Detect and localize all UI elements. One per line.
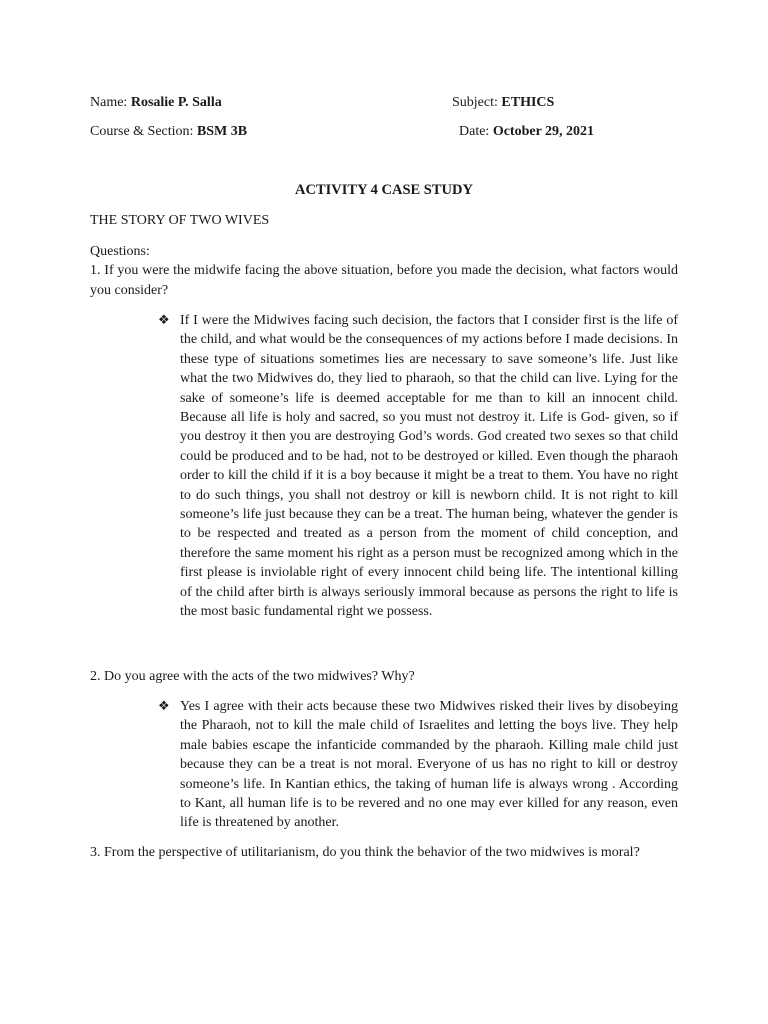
- answer-1-text: If I were the Midwives facing such decision, the factors that I consider first is the life of the child, and what would be the consequences of my actions before I made decisions. In these type of situations sometimes lies are necessary to save someone’s life. Just like what the two Midwives do, they lied to pharaoh, so that the child can live. Lying for the sake of someone’s life is deemed acceptable for me than to kill an innocent child. Because all life is holy and sacred, so you must not destroy it. Life is God- given, so if you destroy it then you are destroying God’s words. God created two sexes so that child could be produced and to be had, not to be destroyed or killed. Even though the pharaoh order to kill the child if it is a boy because it might be a treat to them. You have no right to do such things, you shall not destroy or kill is newborn child. It is not right to kill someone’s life just because they can be a treat. The human being, whatever the gender is to be respected and treated as a person from the moment of child conception, and therefore the same moment his right as a person must be recognized among which in the first please is inviolable right of every innocent child being life. The intentional killing of the child after birth is always seriously immoral because as persons the right to life is the most basic fundamental right we possess.: [180, 313, 679, 620]
- date-line: [459, 123, 594, 141]
- name-line: [90, 94, 222, 112]
- answer-2: [158, 697, 678, 833]
- answer-1: [158, 311, 679, 622]
- questions-block: [90, 242, 678, 300]
- name-value: Rosalie P. Salla: [130, 95, 222, 110]
- date-value: October 29, 2021: [492, 124, 595, 139]
- course-line: [90, 123, 247, 141]
- question-2: 2. Do you agree with the acts of the two midwives? Why?: [90, 669, 415, 684]
- story-title: THE STORY OF TWO WIVES: [90, 213, 270, 228]
- diamond-bullet-icon: ❖: [158, 699, 170, 714]
- course-value: BSM 3B: [196, 124, 248, 139]
- subject-value: ETHICS: [501, 95, 555, 110]
- diamond-bullet-icon: ❖: [158, 313, 170, 328]
- name-label: Name:: [90, 95, 128, 110]
- course-label: Course & Section:: [90, 124, 194, 139]
- page-title: ACTIVITY 4 CASE STUDY: [295, 182, 473, 198]
- question-3: 3. From the perspective of utilitarianism, do you think the behavior of the two midwives is moral?: [90, 845, 640, 860]
- question-1: 1. If you were the midwife facing the above situation, before you made the decision, what factors would you consider?: [90, 263, 678, 298]
- answer-2-text: Yes I agree with their acts because these two Midwives risked their lives by disobeying the Pharaoh, not to kill the male child of Israelites and letting the boys live. They help male babies escape the infanticide commanded by the pharaoh. Killing male child just because they can be a treat is not moral. Everyone of us has no right to kill or destroy someone’s life. In Kantian ethics, the taking of human life is always wrong . According to Kant, all human life is to be revered and no one may ever killed for any reason, even life is threatened by another.: [180, 699, 678, 831]
- date-label: Date:: [459, 124, 490, 139]
- subject-line: [452, 94, 554, 112]
- subject-label: Subject:: [452, 95, 498, 110]
- questions-label: Questions:: [90, 244, 150, 259]
